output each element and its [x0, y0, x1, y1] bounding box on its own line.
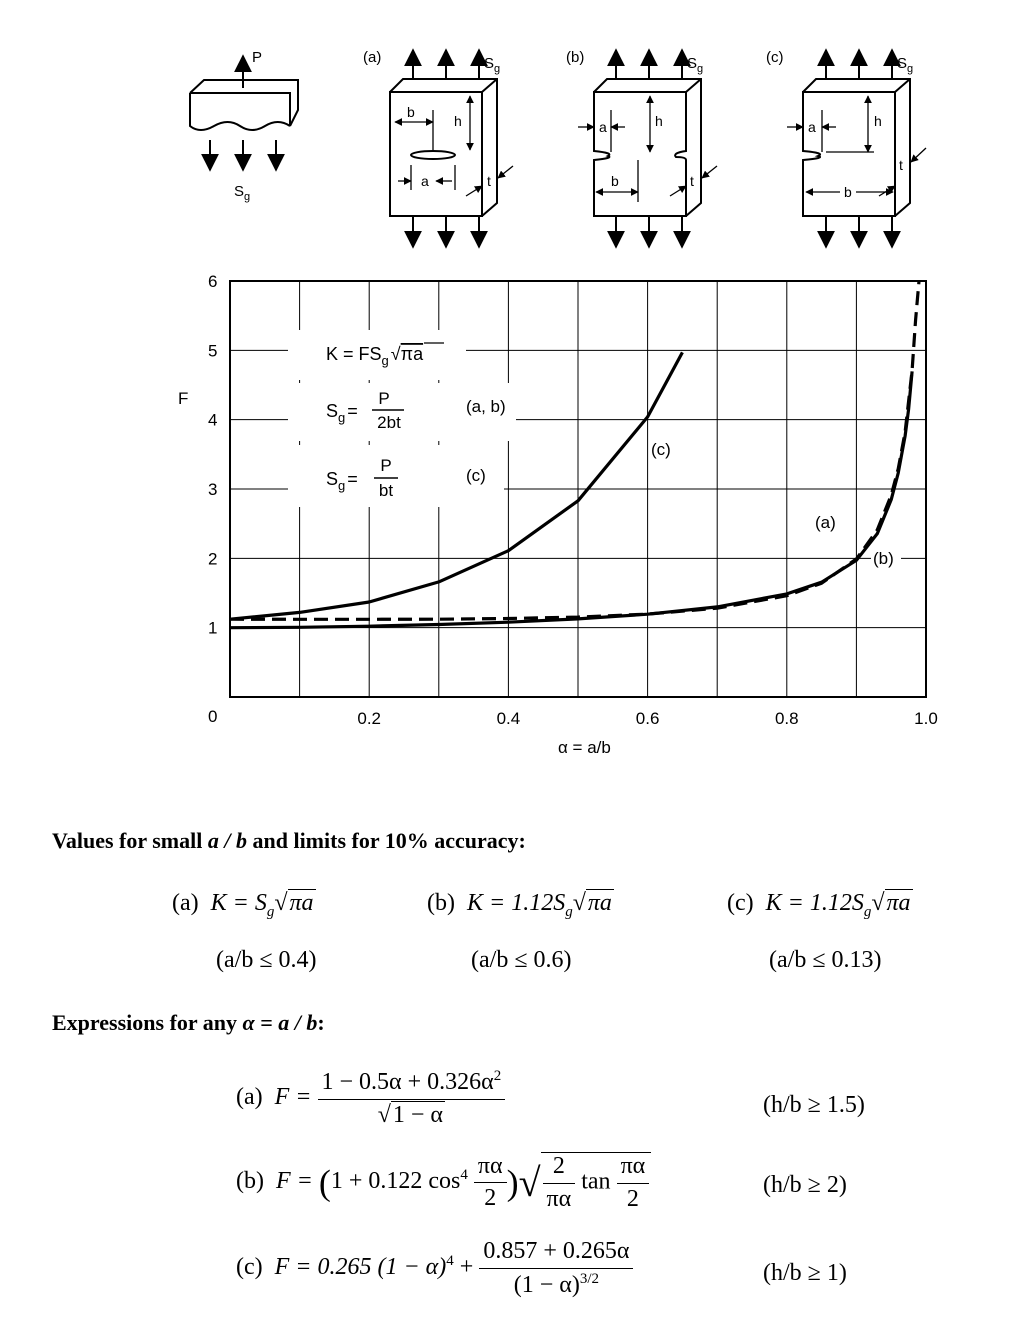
- small-eq-c-tag: (c): [727, 890, 754, 916]
- c-dim-a-label: a: [808, 119, 816, 135]
- small-header-pre: Values for small: [52, 828, 208, 853]
- expr-b-tan-fraction: [617, 1153, 650, 1213]
- c-dim-t-label: t: [899, 157, 903, 173]
- y-tick-label: 6: [208, 272, 218, 291]
- small-eq-c-root: πa: [886, 890, 911, 916]
- expr-c-lhs: F = 0.265 (1 − α): [274, 1254, 447, 1281]
- a-dim-b-label: b: [407, 104, 415, 120]
- expr-b-frac-den: 2: [484, 1185, 497, 1212]
- specimen-c-diagram: [766, 49, 926, 247]
- small-eq-c-sub: g: [863, 903, 872, 920]
- b-dim-b-label: b: [611, 173, 619, 189]
- a-dim-t-2: [498, 166, 513, 178]
- expr-header-var: α = a / b: [242, 1010, 318, 1035]
- sg-c-den: bt: [378, 481, 394, 500]
- sg-c-tag: (c): [466, 466, 486, 485]
- y-tick-label: 5: [208, 341, 218, 361]
- small-eq-a-sub: g: [266, 903, 275, 920]
- x-tick-labels: [357, 709, 937, 728]
- y-tick-label: 4: [208, 410, 218, 430]
- expr-a-fraction: $\frac{1 - 0.5\alpha + 0.326\alpha^2}{√1 - \alpha}$: [318, 1068, 506, 1129]
- specimen-a-diagram: [363, 49, 513, 247]
- expr-c-condition: (h/b ≥ 1): [763, 1260, 847, 1286]
- x-tick-label: 0.4: [496, 709, 521, 728]
- a-dim-t-1: [466, 186, 482, 196]
- expr-c-den-sup: 3/2: [579, 1270, 600, 1287]
- b-dim-h-label: h: [655, 113, 663, 129]
- small-eq-b-root: πa: [587, 890, 612, 916]
- expr-b-tan-num: πα: [617, 1153, 650, 1184]
- small-values-header: [52, 828, 526, 854]
- small-eq-a-tag: (a): [172, 890, 199, 916]
- plain-sheet-diagram: [190, 49, 298, 203]
- expr-c-num: 0.857 + 0.265α: [479, 1238, 633, 1269]
- expressions-header: [52, 1010, 325, 1036]
- k-formula: $K = FS_g$ √πa: [326, 344, 424, 368]
- sg-ab-tag: (a, b): [466, 397, 506, 416]
- specimen-c-label: (c): [766, 49, 784, 66]
- expr-b-tan-den: 2: [626, 1185, 639, 1212]
- c-dim-h-label: h: [874, 113, 882, 129]
- x-axis-label: α = a/b: [558, 738, 611, 757]
- small-limit-a: (a/b ≤ 0.4): [216, 947, 317, 973]
- expr-header-post: :: [317, 1010, 325, 1035]
- small-eq-b-sub: g: [565, 903, 573, 920]
- expr-b-part1: 1 + 0.122 cos: [330, 1168, 461, 1195]
- curve-label-b: (b): [873, 549, 894, 568]
- x-tick-label: 1.0: [914, 709, 938, 728]
- a-plate-front: [390, 92, 482, 216]
- small-header-var: a / b: [207, 828, 247, 853]
- y-tick-label: 2: [208, 549, 218, 569]
- small-eq-c: (c) $K = 1.12S_g√\pi a$: [727, 890, 911, 920]
- b-stress-label: $S_g$: [687, 55, 704, 75]
- expr-b-tan: tan: [581, 1168, 611, 1195]
- small-eq-a-root: πa: [289, 890, 314, 916]
- expr-c-tag: (c): [236, 1254, 263, 1281]
- plain-stress-label: $S_g$: [234, 183, 251, 203]
- small-eq-c-expr: K = 1.12S: [765, 890, 864, 916]
- small-limit-c: (a/b ≤ 0.13): [769, 947, 882, 973]
- expr-c-plus: +: [459, 1254, 474, 1281]
- expr-b-tag: (b): [236, 1168, 264, 1195]
- specimen-b-diagram: [566, 49, 717, 247]
- expr-b-root-den: πα: [546, 1185, 572, 1212]
- c-dim-b-label: b: [844, 184, 852, 200]
- expr-a-num: 1 − 0.5α + 0.326α: [321, 1069, 494, 1095]
- c-stress-label: $S_g$: [897, 55, 914, 75]
- sg-ab-den: 2bt: [377, 413, 401, 432]
- expr-header-pre: Expressions for any: [52, 1010, 243, 1035]
- x-tick-label: 0.6: [635, 709, 660, 728]
- expr-a-condition: (h/b ≥ 1.5): [763, 1092, 865, 1118]
- c-plate-depth: [803, 79, 910, 216]
- a-dim-h-label: h: [454, 113, 462, 129]
- specimen-a-label: (a): [363, 49, 382, 66]
- sg-c-lhs: $S_g$ =: [326, 469, 358, 493]
- small-eq-a-expr: K = S: [210, 890, 267, 916]
- small-eq-b-tag: (b): [427, 890, 455, 916]
- x-origin-label: 0: [208, 707, 218, 726]
- expr-c-fraction: [479, 1238, 633, 1299]
- expr-b-condition: (h/b ≥ 2): [763, 1172, 847, 1198]
- b-plate-front: [594, 92, 686, 216]
- c-dim-t-1: [879, 186, 895, 196]
- small-eq-a: (a) $K = S_g√\pi a$: [172, 890, 314, 920]
- expr-b-root-fraction: [543, 1153, 576, 1213]
- a-dim-a-label: a: [421, 173, 429, 189]
- expr-a-lhs: F =: [274, 1084, 312, 1111]
- expr-b-angle-fraction: [474, 1153, 507, 1213]
- expr-a: [236, 1068, 505, 1129]
- expr-b-frac-num: πα: [474, 1153, 507, 1184]
- expr-c: [236, 1238, 633, 1299]
- y-tick-label: 3: [208, 480, 218, 499]
- specimen-b-label: (b): [566, 49, 585, 66]
- expr-a-tag: (a): [236, 1084, 263, 1111]
- b-plate-depth: [594, 79, 701, 216]
- sg-ab-num: P: [378, 389, 390, 408]
- expr-c-den: (1 − α): [513, 1271, 580, 1298]
- curve-label-c: (c): [651, 440, 671, 459]
- sheet-wavy-edge: [190, 93, 290, 130]
- x-tick-label: 0.2: [357, 709, 382, 728]
- y-tick-label: 1: [208, 618, 218, 638]
- b-dim-t-2: [702, 166, 717, 178]
- small-limit-b: (a/b ≤ 0.6): [471, 947, 572, 973]
- a-stress-label: $S_g$: [484, 55, 501, 75]
- x-tick-label: 0.8: [774, 709, 799, 728]
- sg-c-num: P: [380, 456, 392, 475]
- sheet-front-edge: [190, 93, 290, 126]
- a-center-crack: [411, 151, 455, 159]
- expr-b-lhs: F =: [275, 1168, 313, 1195]
- expr-c-sup: 4: [446, 1253, 454, 1270]
- y-axis-label: F: [178, 389, 189, 408]
- curve-label-a: (a): [815, 513, 836, 532]
- b-dim-a-label: a: [599, 119, 607, 135]
- small-eq-b-expr: K = 1.12S: [466, 890, 566, 916]
- a-plate-depth: [390, 79, 497, 216]
- chart-area: [178, 272, 938, 757]
- expr-a-den: 1 − α: [392, 1101, 443, 1128]
- expr-b: (b) F = (1 + 0.122 $\cos^4$ $\frac{\pi\alpha}{2}$ )√ $\frac{2}{\pi\alpha}$ tan $\frac{\pi\alpha}{2}$: [236, 1152, 651, 1213]
- small-eq-b: (b) $K = 1.12S_g√\pi a$: [427, 890, 612, 920]
- y-tick-labels: [208, 272, 217, 638]
- expr-b-root-num: 2: [543, 1153, 576, 1184]
- b-dim-t-1: [670, 186, 686, 196]
- sg-ab-lhs: $S_g$ =: [326, 401, 358, 425]
- c-dim-t-2: [911, 148, 926, 162]
- expr-b-sup: 4: [460, 1167, 468, 1184]
- a-dim-t-label: t: [487, 173, 491, 189]
- b-dim-t-label: t: [690, 173, 694, 189]
- expr-a-num-sup: 2: [493, 1068, 502, 1084]
- load-label: P: [252, 49, 263, 66]
- small-header-post: and limits for 10% accuracy:: [246, 828, 526, 853]
